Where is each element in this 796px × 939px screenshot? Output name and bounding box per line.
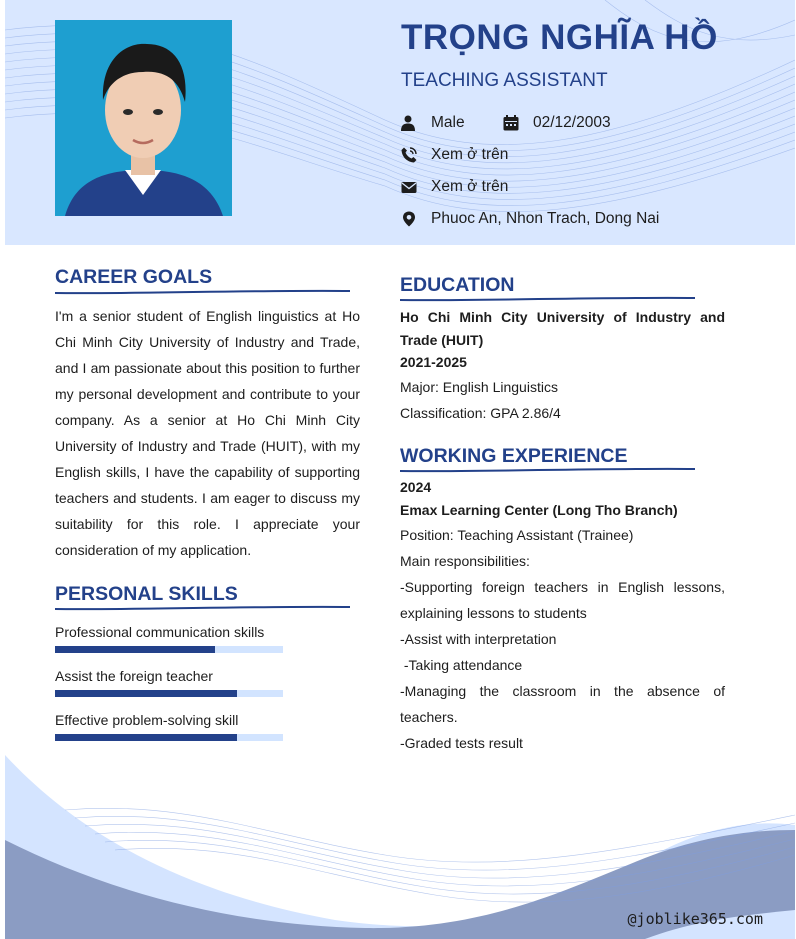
address-row (401, 210, 659, 228)
responsibility-item: -Graded tests result (400, 735, 523, 751)
skill-bar-fill (55, 690, 237, 697)
gender-value: Male (431, 114, 465, 131)
responsibility-item: -Taking attendance (400, 657, 523, 673)
experience-company: Emax Learning Center (Long Tho Branch) (400, 502, 678, 518)
skill-label: Professional communication skills (55, 624, 265, 640)
envelope-icon (401, 179, 417, 195)
experience-year: 2024 (400, 479, 432, 495)
career-goals-title: CAREER GOALS (55, 266, 213, 288)
job-title: TEACHING ASSISTANT (401, 70, 608, 91)
watermark: @joblike365.com (627, 910, 763, 928)
profile-photo (55, 20, 232, 216)
responsibility-item: -Supporting foreign teachers in English lessons, explaining lessons to students (400, 579, 725, 621)
birthdate-value: 02/12/2003 (533, 114, 611, 131)
working-experience-underline (400, 466, 695, 474)
map-pin-icon (401, 211, 417, 227)
calendar-icon (503, 115, 519, 131)
personal-skills-title: PERSONAL SKILLS (55, 583, 238, 605)
email-row (401, 178, 508, 196)
education-classification: Classification: GPA 2.86/4 (400, 405, 561, 421)
birthdate-row (503, 114, 611, 132)
phone-value[interactable]: Xem ở trên (431, 146, 509, 163)
user-icon (401, 115, 417, 131)
skill-bar-fill (55, 646, 215, 653)
responsibility-item: -Managing the classroom in the absence of teachers. (400, 683, 725, 725)
responsibilities-label: Main responsibilities: (400, 553, 530, 569)
candidate-name: TRỌNG NGHĨA HỒ (401, 18, 718, 57)
skill-bar-track (55, 646, 283, 653)
gender-row (401, 114, 465, 132)
responsibility-item: -Assist with interpretation (400, 631, 557, 647)
skill-bar-track (55, 690, 283, 697)
education-school: Ho Chi Minh City University of Industry and Trade (HUIT) (400, 309, 725, 348)
skill-label: Effective problem-solving skill (55, 712, 239, 728)
phone-row (401, 146, 508, 164)
resume-page (5, 0, 795, 939)
working-experience-title: WORKING EXPERIENCE (400, 445, 628, 467)
email-value[interactable]: Xem ở trên (431, 178, 509, 195)
career-goals-underline (55, 288, 350, 296)
skill-label: Assist the foreign teacher (55, 668, 213, 684)
education-title: EDUCATION (400, 274, 515, 296)
experience-position: Position: Teaching Assistant (Trainee) (400, 527, 634, 543)
personal-skills-underline (55, 604, 350, 612)
career-goals-text: I'm a senior student of English linguistics at Ho Chi Minh City University of Industry and Trade, and I am passionate about this position to further my personal development and contribute to your company. As a senior at Ho Chi Minh City University of Industry and Trade (HUIT), with my English skills, I have the capability of supporting teachers and students. I am eager to discuss my suitability for this role. I appreciate your consideration of my application. (55, 308, 360, 558)
education-underline (400, 295, 695, 303)
phone-icon (401, 147, 417, 163)
address-value: Phuoc An, Nhon Trach, Dong Nai (431, 210, 660, 227)
education-years: 2021-2025 (400, 354, 467, 370)
education-major: Major: English Linguistics (400, 379, 558, 395)
